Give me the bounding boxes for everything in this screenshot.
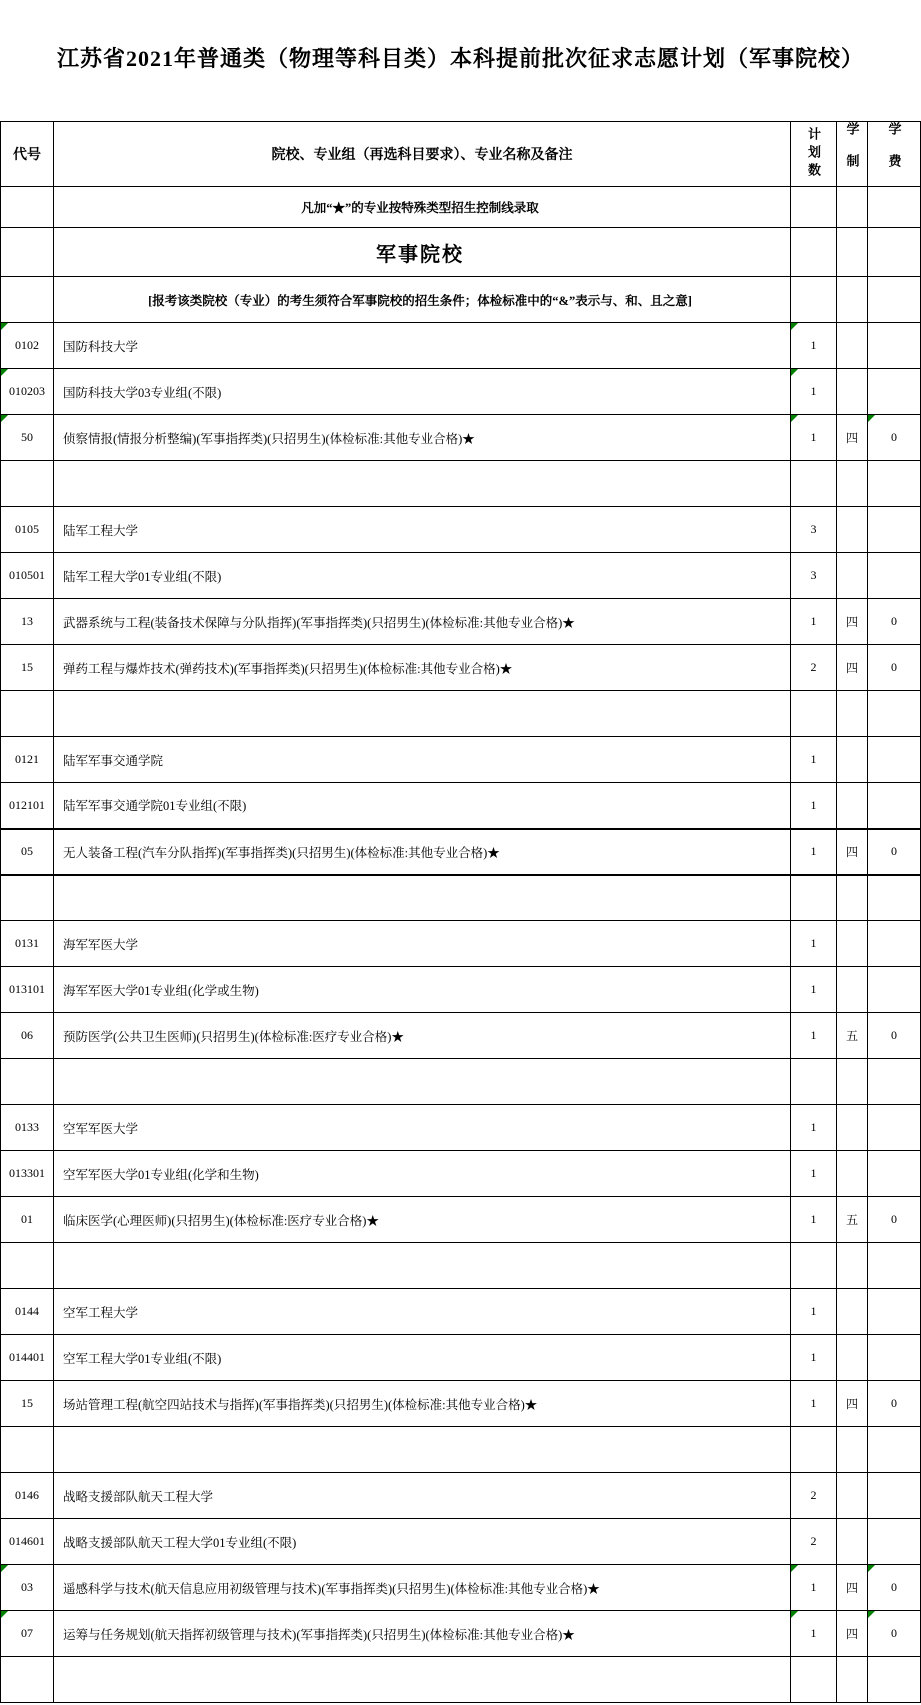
cell-name: 战略支援部队航天工程大学01专业组(不限) [54,1519,791,1565]
cell-plan-count [791,277,837,323]
cell-name: 场站管理工程(航空四站技术与指挥)(军事指挥类)(只招男生)(体检标准:其他专业合格)★ [54,1381,791,1427]
cell-tuition: 0 [868,1565,921,1611]
cell-name: 陆军军事交通学院 [54,737,791,783]
cell-name: 侦察情报(情报分析整编)(军事指挥类)(只招男生)(体检标准:其他专业合格)★ [54,415,791,461]
cell-tuition [868,1243,921,1289]
cell-code: 01 [1,1197,54,1243]
cell-tuition [868,1427,921,1473]
cell-code: 010203 [1,369,54,415]
table-row [1,323,921,369]
cell-code: 0102 [1,323,54,369]
table-row [1,507,921,553]
cell-plan-count: 3 [791,507,837,553]
cell-plan-count: 1 [791,1105,837,1151]
cell-plan-count: 1 [791,1565,837,1611]
cell-duration: 四 [837,1381,868,1427]
cell-plan-count: 1 [791,967,837,1013]
cell-name [54,1243,791,1289]
cell-duration [837,1243,868,1289]
cell-tuition [868,691,921,737]
table-row [1,553,921,599]
cell-code: 06 [1,1013,54,1059]
cell-tuition [868,277,921,323]
cell-name: 空军工程大学01专业组(不限) [54,1335,791,1381]
cell-name: 空军工程大学 [54,1289,791,1335]
excel-flag-icon [868,1565,875,1572]
cell-plan-count: 2 [791,1473,837,1519]
cell-code: 13 [1,599,54,645]
table-row [1,921,921,967]
cell-duration [837,875,868,921]
cell-duration [837,369,868,415]
cell-duration [837,921,868,967]
excel-flag-icon [791,369,798,376]
cell-code: 013101 [1,967,54,1013]
cell-code: 0146 [1,1473,54,1519]
cell-code: 15 [1,645,54,691]
header-code: 代号 [1,122,54,187]
cell-duration [837,1289,868,1335]
cell-duration [837,1519,868,1565]
table-row [1,228,921,277]
table-row [1,369,921,415]
cell-code: 0144 [1,1289,54,1335]
cell-tuition [868,1335,921,1381]
cell-name: 无人装备工程(汽车分队指挥)(军事指挥类)(只招男生)(体检标准:其他专业合格)★ [54,829,791,875]
table-row [1,1059,921,1105]
table-row [1,187,921,228]
cell-code [1,875,54,921]
table-row [1,875,921,921]
cell-tuition [868,1289,921,1335]
cell-code [1,1427,54,1473]
cell-tuition [868,737,921,783]
cell-tuition [868,967,921,1013]
cell-name: 陆军工程大学 [54,507,791,553]
table-row [1,737,921,783]
cell-plan-count: 1 [791,1197,837,1243]
cell-name [54,1427,791,1473]
cell-plan-count: 1 [791,921,837,967]
excel-flag-icon [791,323,798,330]
cell-duration: 四 [837,1611,868,1657]
cell-plan-count: 2 [791,645,837,691]
table-row [1,691,921,737]
cell-notice-text: 凡加“★”的专业按特殊类型招生控制线录取 [54,187,791,228]
excel-flag-icon [868,1611,875,1618]
cell-name: 陆军军事交通学院01专业组(不限) [54,783,791,829]
cell-duration [837,553,868,599]
table-header-row [1,122,921,187]
cell-plan-count [791,461,837,507]
cell-tuition: 0 [868,829,921,875]
cell-name [54,875,791,921]
table-row [1,1611,921,1657]
cell-tuition [868,1105,921,1151]
excel-flag-icon [868,415,875,422]
cell-name: 空军军医大学01专业组(化学和生物) [54,1151,791,1197]
cell-plan-count [791,187,837,228]
cell-name: 武器系统与工程(装备技术保障与分队指挥)(军事指挥类)(只招男生)(体检标准:其他专业合格)★ [54,599,791,645]
excel-flag-icon [1,415,8,422]
cell-code [1,691,54,737]
cell-duration [837,1105,868,1151]
table-row [1,1519,921,1565]
cell-duration [837,737,868,783]
cell-section-text: 军事院校 [54,228,791,277]
table-row [1,1335,921,1381]
cell-duration: 五 [837,1197,868,1243]
cell-code: 0121 [1,737,54,783]
table-row [1,1151,921,1197]
cell-duration: 四 [837,1565,868,1611]
cell-name: 遥感科学与技术(航天信息应用初级管理与技术)(军事指挥类)(只招男生)(体检标准:其他专业合格)★ [54,1565,791,1611]
cell-code: 50 [1,415,54,461]
cell-plan-count: 1 [791,737,837,783]
cell-tuition [868,1059,921,1105]
table-row [1,1289,921,1335]
cell-code: 03 [1,1565,54,1611]
cell-tuition: 0 [868,645,921,691]
cell-duration: 五 [837,1013,868,1059]
cell-tuition: 0 [868,1013,921,1059]
cell-plan-count [791,1427,837,1473]
cell-plan-count: 1 [791,1289,837,1335]
table-row [1,1657,921,1703]
cell-duration [837,967,868,1013]
table-row [1,783,921,829]
cell-name [54,461,791,507]
cell-tuition [868,553,921,599]
cell-duration: 四 [837,415,868,461]
cell-plan-count [791,1657,837,1703]
cell-name: 临床医学(心理医师)(只招男生)(体检标准:医疗专业合格)★ [54,1197,791,1243]
table-row [1,1105,921,1151]
table-row [1,415,921,461]
cell-name [54,1657,791,1703]
excel-flag-icon [1,323,8,330]
cell-tuition [868,187,921,228]
cell-name: 战略支援部队航天工程大学 [54,1473,791,1519]
cell-name: 运筹与任务规划(航天指挥初级管理与技术)(军事指挥类)(只招男生)(体检标准:其他专业合格)★ [54,1611,791,1657]
cell-plan-count [791,1243,837,1289]
cell-plan-count [791,1059,837,1105]
table-row [1,1197,921,1243]
table-row [1,1427,921,1473]
cell-duration [837,1335,868,1381]
cell-name: 空军军医大学 [54,1105,791,1151]
excel-flag-icon [1,1565,8,1572]
cell-tuition: 0 [868,599,921,645]
cell-duration [837,1059,868,1105]
cell-plan-count: 3 [791,553,837,599]
cell-duration [837,1657,868,1703]
cell-duration [837,323,868,369]
excel-flag-icon [1,1611,8,1618]
cell-tuition [868,461,921,507]
cell-tuition: 0 [868,1611,921,1657]
cell-duration [837,783,868,829]
cell-code [1,1059,54,1105]
cell-plan-count: 1 [791,1335,837,1381]
cell-code [1,461,54,507]
table-row [1,461,921,507]
cell-code [1,228,54,277]
page-title: 江苏省2021年普通类（物理等科目类）本科提前批次征求志愿计划（军事院校） [56,46,864,71]
table-row [1,645,921,691]
cell-duration [837,277,868,323]
cell-plan-count [791,875,837,921]
cell-plan-count: 1 [791,599,837,645]
cell-code: 0131 [1,921,54,967]
cell-tuition [868,921,921,967]
header-duration: 学制 [837,122,868,187]
cell-tuition [868,1151,921,1197]
header-main: 院校、专业组（再选科目要求）、专业名称及备注 [54,122,791,187]
table-row [1,967,921,1013]
cell-tuition: 0 [868,1197,921,1243]
cell-code: 15 [1,1381,54,1427]
cell-name: 预防医学(公共卫生医师)(只招男生)(体检标准:医疗专业合格)★ [54,1013,791,1059]
cell-duration [837,187,868,228]
cell-plan-count: 2 [791,1519,837,1565]
cell-tuition [868,1657,921,1703]
cell-duration [837,228,868,277]
cell-plan-count [791,691,837,737]
cell-plan-count: 1 [791,1151,837,1197]
cell-name [54,1059,791,1105]
cell-code: 010501 [1,553,54,599]
cell-tuition: 0 [868,415,921,461]
cell-code: 05 [1,829,54,875]
cell-plan-count: 1 [791,1611,837,1657]
cell-code: 013301 [1,1151,54,1197]
cell-code: 014401 [1,1335,54,1381]
header-plan-count: 计划数 [791,122,837,187]
cell-code: 07 [1,1611,54,1657]
excel-flag-icon [791,1565,798,1572]
cell-code [1,1243,54,1289]
cell-code: 014601 [1,1519,54,1565]
cell-tuition [868,1519,921,1565]
table-row [1,599,921,645]
cell-tuition: 0 [868,1381,921,1427]
cell-code [1,187,54,228]
cell-tuition [868,1473,921,1519]
cell-plan-count: 1 [791,829,837,875]
cell-tuition [868,507,921,553]
cell-code: 0105 [1,507,54,553]
cell-tuition [868,875,921,921]
cell-name [54,691,791,737]
cell-duration [837,1151,868,1197]
cell-name: 海军军医大学 [54,921,791,967]
table-row [1,829,921,875]
admission-plan-table [0,121,921,1703]
table-row [1,277,921,323]
cell-name: 国防科技大学 [54,323,791,369]
header-tuition: 学费 [868,122,921,187]
excel-flag-icon [791,1611,798,1618]
cell-tuition [868,228,921,277]
cell-plan-count [791,228,837,277]
cell-tuition [868,323,921,369]
cell-name: 国防科技大学03专业组(不限) [54,369,791,415]
table-row [1,1565,921,1611]
cell-duration: 四 [837,645,868,691]
cell-duration [837,1473,868,1519]
cell-note-text: [报考该类院校（专业）的考生须符合军事院校的招生条件；体检标准中的“&”表示与、和、且之意] [54,277,791,323]
cell-code: 0133 [1,1105,54,1151]
cell-plan-count: 1 [791,1381,837,1427]
cell-tuition [868,369,921,415]
cell-name: 海军军医大学01专业组(化学或生物) [54,967,791,1013]
cell-plan-count: 1 [791,1013,837,1059]
cell-name: 陆军工程大学01专业组(不限) [54,553,791,599]
cell-duration: 四 [837,599,868,645]
excel-flag-icon [791,415,798,422]
cell-tuition [868,783,921,829]
cell-code [1,1657,54,1703]
cell-duration [837,691,868,737]
cell-duration [837,507,868,553]
cell-plan-count: 1 [791,323,837,369]
cell-plan-count: 1 [791,783,837,829]
table-row [1,1013,921,1059]
cell-plan-count: 1 [791,369,837,415]
cell-name: 弹药工程与爆炸技术(弹药技术)(军事指挥类)(只招男生)(体检标准:其他专业合格)★ [54,645,791,691]
cell-code [1,277,54,323]
cell-plan-count: 1 [791,415,837,461]
table-row [1,1381,921,1427]
cell-duration: 四 [837,829,868,875]
table-row [1,1243,921,1289]
cell-duration [837,1427,868,1473]
cell-code: 012101 [1,783,54,829]
table-row [1,1473,921,1519]
excel-flag-icon [1,369,8,376]
cell-duration [837,461,868,507]
